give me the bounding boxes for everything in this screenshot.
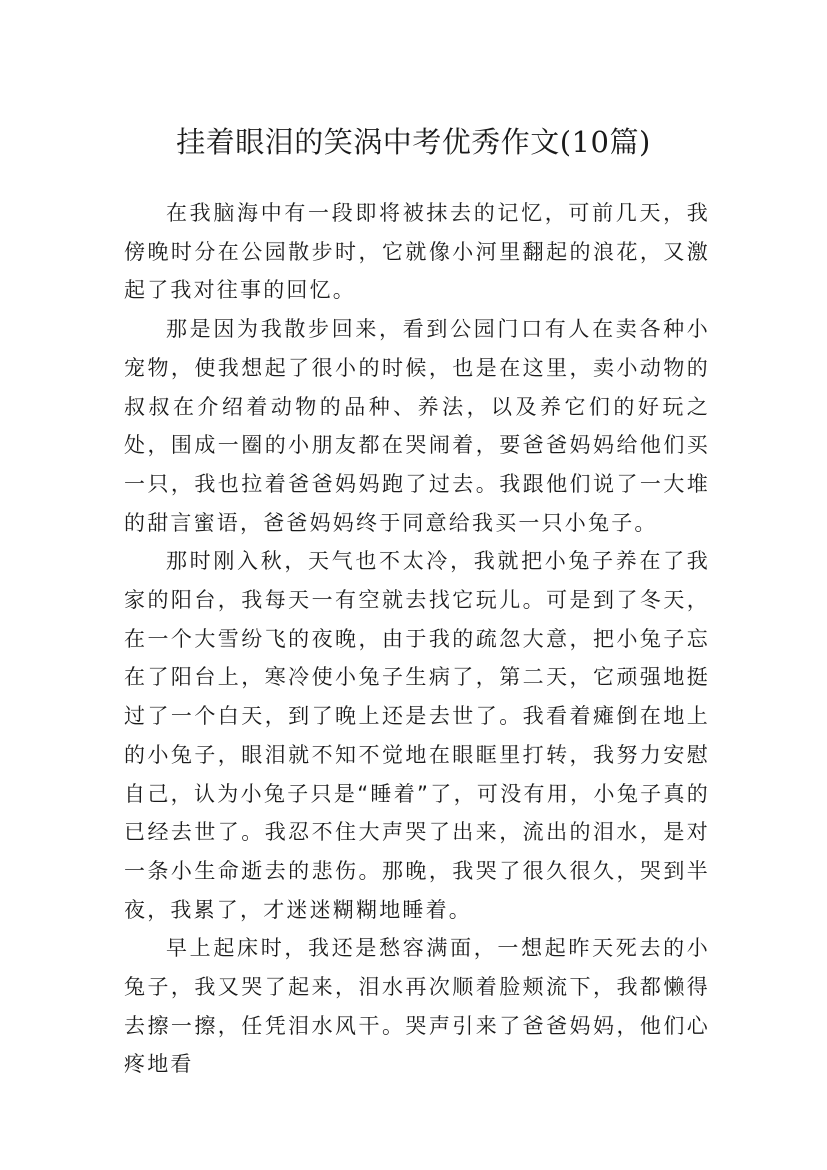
paragraph: 那时刚入秋，天气也不太冷，我就把小兔子养在了我家的阳台，我每天一有空就去找它玩儿。可是到了冬天，在一个大雪纷飞的夜晚，由于我的疏忽大意，把小兔子忘在了阳台上，寒冷使小兔子生病了，第二天，它顽强地挺过了一个白天，到了晚上还是去世了。我看着瘫倒在地上的小兔子，眼泪就不知不觉地在眼眶里打转，我努力安慰自己，认为小兔子只是“睡着”了，可没有用，小兔子真的已经去世了。我忍不住大声哭了出来，流出的泪水，是对一条小生命逝去的悲伤。那晚，我哭了很久很久，哭到半夜，我累了，才迷迷糊糊地睡着。 xyxy=(124,549,710,922)
paragraph: 早上起床时，我还是愁容满面，一想起昨天死去的小兔子，我又哭了起来，泪水再次顺着脸颊流下，我都懒得去擦一擦，任凭泪水风干。哭声引来了爸爸妈妈，他们心疼地看 xyxy=(124,936,710,1077)
document-body xyxy=(124,194,710,1084)
document-title: 挂着眼泪的笑涡中考优秀作文(10篇) xyxy=(176,125,651,160)
paragraph: 在我脑海中有一段即将被抹去的记忆，可前几天，我傍晚时分在公园散步时，它就像小河里翻起的浪花，又激起了我对往事的回忆。 xyxy=(124,201,710,303)
paragraph: 那是因为我散步回来，看到公园门口有人在卖各种小宠物，使我想起了很小的时候，也是在这里，卖小动物的叔叔在介绍着动物的品种、养法，以及养它们的好玩之处，围成一圈的小朋友都在哭闹着，要爸爸妈妈给他们买一只，我也拉着爸爸妈妈跑了过去。我跟他们说了一大堆的甜言蜜语，爸爸妈妈终于同意给我买一只小兔子。 xyxy=(124,317,710,535)
